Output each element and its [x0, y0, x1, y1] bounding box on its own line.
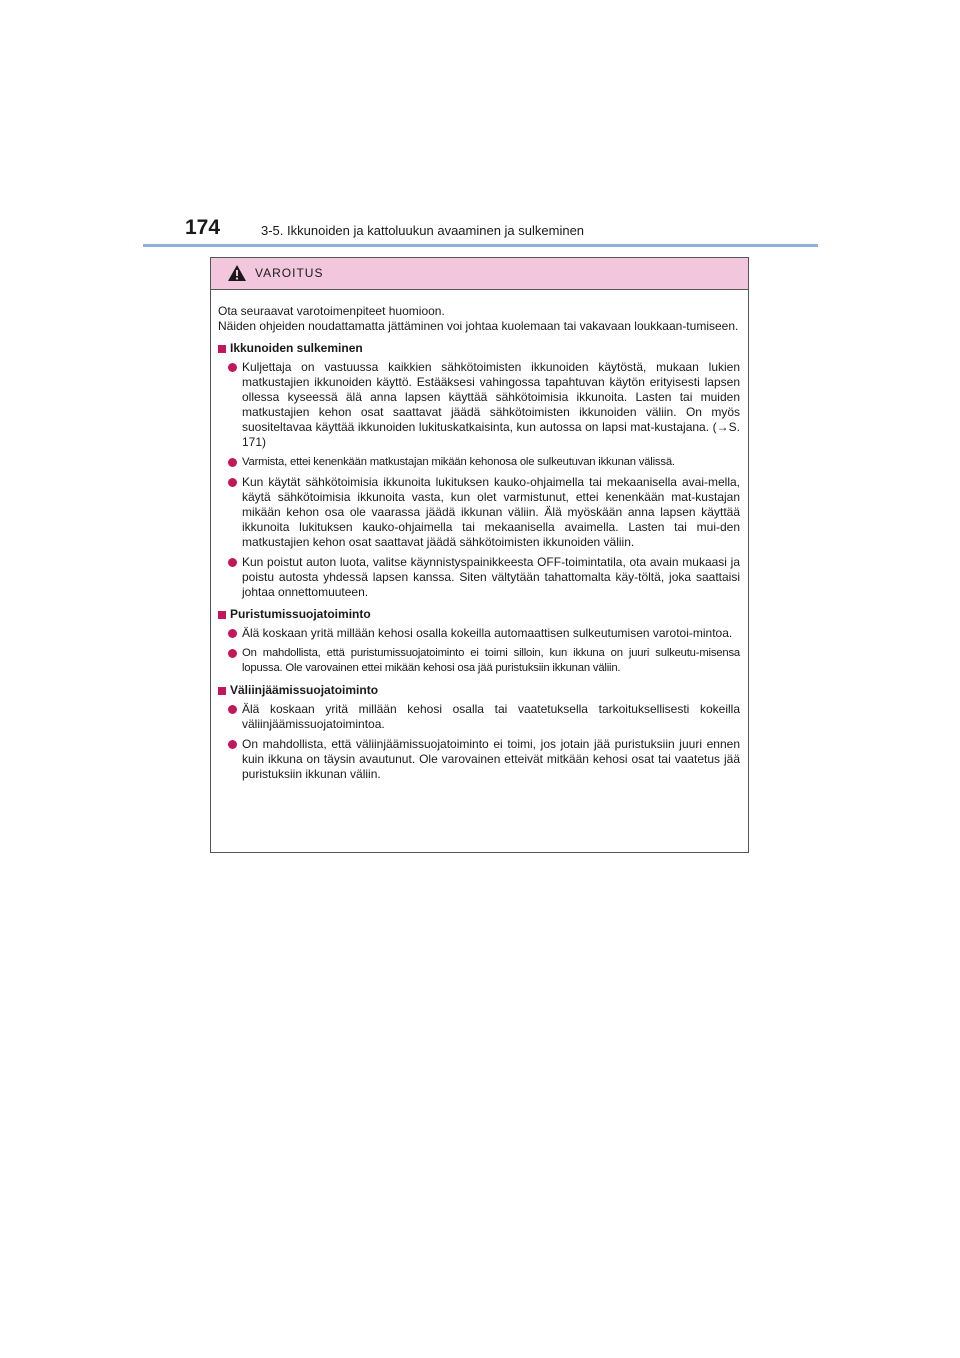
- dot-bullet-icon: [228, 478, 237, 487]
- warning-box: [210, 257, 749, 853]
- list-item-text: Kuljettaja on vastuussa kaikkien sähkötoimisten ikkunoiden käytöstä, mukaan lukien matkustajien ikkunoiden käyttö. Estääksesi vahingossa tapahtuvan käytön erityisesti lapsen ollessa kyseessä älä anna lapsen käyttää sähkötoimisia ikkunoita. Lasten tai muiden matkustajien kehon osat saattavat jäädä sähkötoimisten ikkunoiden väliin. On myös suositeltavaa käyttää ikkunoiden lukituskatkaisinta, kun autossa on lapsi mat-kustajana. (→S. 171): [242, 360, 740, 449]
- list-item: [228, 737, 740, 782]
- square-bullet-icon: [218, 345, 226, 353]
- section-heading-text: Ikkunoiden sulkeminen: [230, 341, 363, 355]
- section-heading: [218, 341, 740, 356]
- list-item-text: On mahdollista, että väliinjäämissuojatoiminto ei toimi, jos jotain jää puristuksiin juuri ennen kuin ikkuna on täysin avautunut. Ole varovainen etteivät mitkään kehosi osat tai vaatetus jää puristuksiin ikkunan väliin.: [242, 737, 740, 781]
- list-item: [228, 475, 740, 550]
- header-rule: [143, 244, 818, 247]
- list-item-text: Älä koskaan yritä millään kehosi osalla kokeilla automaattisen sulkeutumisen varotoi-mintoa.: [242, 626, 733, 640]
- section-heading-text: Väliinjäämissuojatoiminto: [230, 683, 379, 697]
- list-item-text: Kun käytät sähkötoimisia ikkunoita lukituksen kauko-ohjaimella tai mekaanisella avai-mella, käytä sähkötoimisia ikkunoita vasta, kun olet varmistunut, ettei kenenkään mat-kustajan mikään kehon osa ole vaarassa jäädä ikkunan väliin. Älä myöskään anna lapsen käyttää ikkunoita lukituksen kauko-ohjaimella tai mekaanisella avaimella. Lasten tai mui-den matkustajien kehon osat saattavat jäädä sähkötoimisten ikkunoiden väliin.: [242, 475, 740, 549]
- section-heading: [218, 683, 740, 698]
- warning-header: [211, 258, 748, 290]
- square-bullet-icon: [218, 611, 226, 619]
- list-item: [228, 702, 740, 732]
- list-item: [228, 455, 740, 470]
- square-bullet-icon: [218, 687, 226, 695]
- intro-text-1: Ota seuraavat varotoimenpiteet huomioon.: [218, 304, 445, 318]
- list-item: [228, 626, 740, 641]
- warning-triangle-icon: [227, 264, 247, 282]
- dot-bullet-icon: [228, 558, 237, 567]
- dot-bullet-icon: [228, 649, 237, 658]
- section-heading: [218, 607, 740, 622]
- section-title: 3-5. Ikkunoiden ja kattoluukun avaaminen ja sulkeminen: [261, 223, 585, 238]
- dot-bullet-icon: [228, 705, 237, 714]
- intro-text-2: Näiden ohjeiden noudattamatta jättäminen voi johtaa kuolemaan tai vakavaan loukkaan-tumiseen.: [218, 319, 739, 333]
- dot-bullet-icon: [228, 458, 237, 467]
- list-item-text: Älä koskaan yritä millään kehosi osalla tai vaatetuksella tarkoituksellisesti kokeilla väliinjäämissuojatoimintoa.: [242, 702, 740, 731]
- list-item: [228, 360, 740, 450]
- page-number: 174: [185, 216, 221, 239]
- warning-body: [211, 290, 748, 782]
- list-item: [228, 555, 740, 600]
- list-item-text: Varmista, ettei kenenkään matkustajan mikään kehonosa ole sulkeutuvan ikkunan välissä.: [242, 456, 675, 468]
- warning-title: VAROITUS: [255, 266, 324, 280]
- dot-bullet-icon: [228, 363, 237, 372]
- list-item-text: Kun poistut auton luota, valitse käynnistyspainikkeesta OFF-toimintatila, ota avain mukaasi ja poistu autosta yhdessä lapsen kanssa. Siten vältytään tahattomalta käy-töltä, joka saattaisi johtaa onnettomuuteen.: [242, 555, 740, 599]
- dot-bullet-icon: [228, 629, 237, 638]
- list-item-text: On mahdollista, että puristumissuojatoiminto ei toimi silloin, kun ikkuna on juuri sulkeutu-misensa lopussa. Ole varovainen ettei mikään kehosi osa jää puristuksiin ikkunan väliin.: [242, 647, 740, 674]
- list-item: [228, 646, 740, 676]
- page-header: [143, 212, 818, 248]
- dot-bullet-icon: [228, 740, 237, 749]
- section-heading-text: Puristumissuojatoiminto: [230, 607, 371, 621]
